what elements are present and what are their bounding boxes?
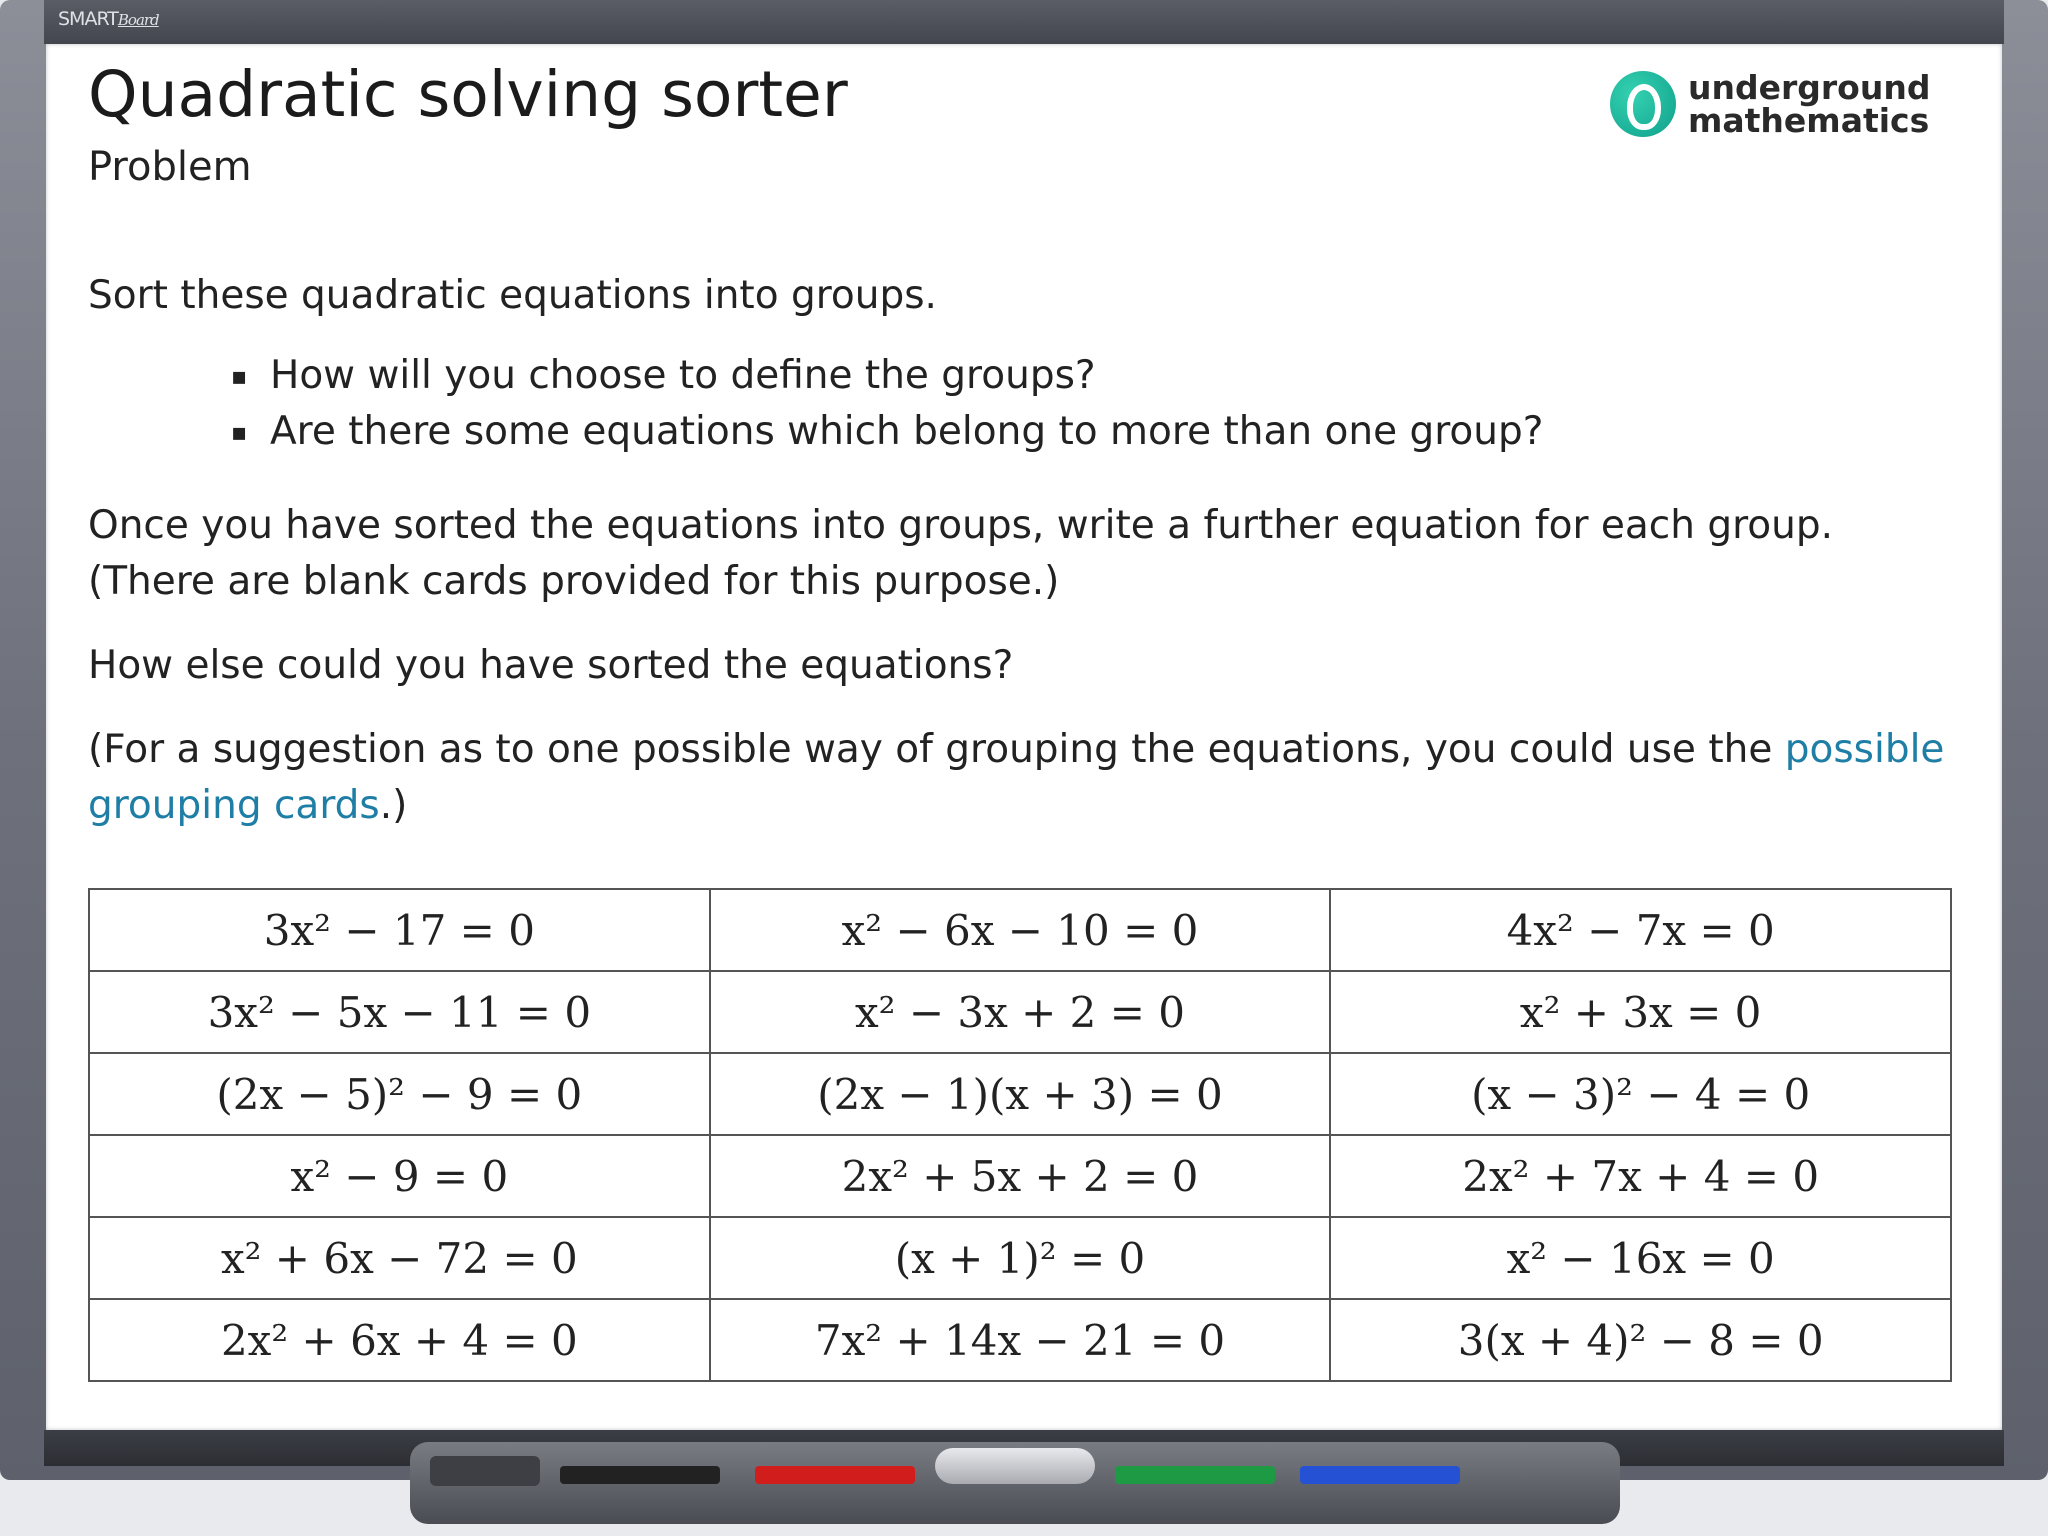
- equation-card: 2x² + 5x + 2 = 0: [710, 1135, 1331, 1217]
- equation-card: 3(x + 4)² − 8 = 0: [1330, 1299, 1951, 1381]
- brand-subtext: Board: [117, 11, 159, 29]
- suggestion-paragraph: [88, 722, 1958, 834]
- tray-button[interactable]: [935, 1448, 1095, 1484]
- list-item: ▪ How will you choose to define the groups?: [265, 348, 1958, 404]
- logo-line-2: mathematics: [1688, 101, 1930, 140]
- equation-card: (x − 3)² − 4 = 0: [1330, 1053, 1951, 1135]
- blue-pen[interactable]: [1300, 1466, 1460, 1484]
- black-pen[interactable]: [560, 1466, 720, 1484]
- brand-text: SMART: [58, 8, 118, 30]
- suggestion-text-end: .): [379, 783, 408, 828]
- equation-card: (2x − 5)² − 9 = 0: [89, 1053, 710, 1135]
- equation-card: x² − 3x + 2 = 0: [710, 971, 1331, 1053]
- equation-card: x² + 6x − 72 = 0: [89, 1217, 710, 1299]
- question-list: [88, 348, 1958, 460]
- table-row: [89, 1135, 1951, 1217]
- suggestion-text: (For a suggestion as to one possible way of grouping the equations, you could use the: [88, 727, 1785, 772]
- list-item: ▪ Are there some equations which belong to more than one group?: [265, 404, 1958, 460]
- equation-card: x² − 9 = 0: [89, 1135, 710, 1217]
- equation-card: x² − 16x = 0: [1330, 1217, 1951, 1299]
- equation-card: (2x − 1)(x + 3) = 0: [710, 1053, 1331, 1135]
- instruction-paragraph: Once you have sorted the equations into groups, write a further equation for each group. (There are blank cards provided for this purpose.): [88, 503, 1833, 604]
- pen-tray: [410, 1442, 1620, 1524]
- logo-icon: [1610, 71, 1676, 137]
- board-top-bar: [44, 0, 2004, 44]
- page-subtitle: Problem: [88, 144, 252, 190]
- equation-card: 7x² + 14x − 21 = 0: [710, 1299, 1331, 1381]
- table-row: [89, 1299, 1951, 1381]
- problem-content: [88, 268, 1958, 834]
- table-row: [89, 971, 1951, 1053]
- eraser-slot[interactable]: [430, 1456, 540, 1486]
- logo-line-1: underground: [1688, 68, 1931, 107]
- equation-card: 2x² + 7x + 4 = 0: [1330, 1135, 1951, 1217]
- table-row: [89, 1053, 1951, 1135]
- equation-card-table: [88, 888, 1952, 1382]
- equation-card: 3x² − 5x − 11 = 0: [89, 971, 710, 1053]
- equation-card: (x + 1)² = 0: [710, 1217, 1331, 1299]
- possible-grouping-cards-link[interactable]: possible grouping cards: [88, 727, 1945, 828]
- equation-card: 3x² − 17 = 0: [89, 889, 710, 971]
- underground-mathematics-logo[interactable]: [1610, 64, 1930, 144]
- question-paragraph: How else could you have sorted the equations?: [88, 643, 1014, 688]
- equation-card: 4x² − 7x = 0: [1330, 889, 1951, 971]
- board-screen: [46, 44, 2002, 1430]
- table-row: [89, 1217, 1951, 1299]
- equation-card: x² − 6x − 10 = 0: [710, 889, 1331, 971]
- logo-text: [1688, 68, 1931, 140]
- page-title: Quadratic solving sorter: [88, 58, 848, 131]
- table-row: [89, 889, 1951, 971]
- equation-card: x² + 3x = 0: [1330, 971, 1951, 1053]
- intro-text: Sort these quadratic equations into groups.: [88, 273, 937, 318]
- red-pen[interactable]: [755, 1466, 915, 1484]
- green-pen[interactable]: [1115, 1466, 1275, 1484]
- smart-board-brand: [58, 8, 159, 30]
- equation-card: 2x² + 6x + 4 = 0: [89, 1299, 710, 1381]
